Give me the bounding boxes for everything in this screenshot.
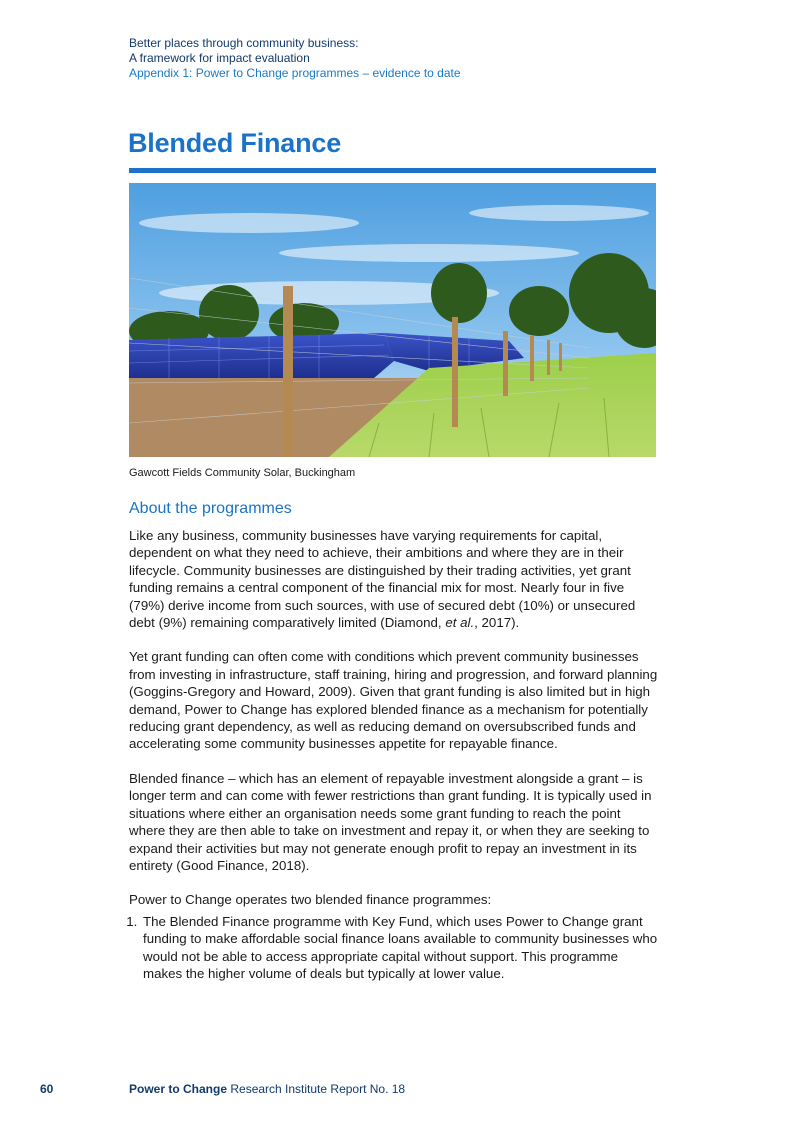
page-title: Blended Finance [128,128,342,158]
list-item: 1. The Blended Finance programme with Key Fund, which uses Power to Change grant funding to make affordable social finance loans available to community businesses who would not be able to access appropriate capital without support. This programme makes the higher volume of deals but typically at lower value. [141,913,659,983]
photo-caption: Gawcott Fields Community Solar, Buckingham [129,467,356,479]
body-text [129,527,659,982]
footer-report: Research Institute Report No. 18 [227,1082,406,1096]
title-rule [129,168,656,173]
paragraph-2: Yet grant funding can often come with conditions which prevent community businesses from investing in infrastructure, staff training, hiring and progression, and forward planning (Goggins-Gregory and Howard, 2009). Given that grant funding is also limited but in high demand, Power to Change has explored blended finance as a mechanism for potentially reducing grant dependency, as well as reducing demand on oversubscribed funds and accelerating some community businesses appetite for repayable finance. [129,649,658,752]
section-heading: About the programmes [129,500,292,517]
paragraph-1-text: Like any business, community businesses have varying requirements for capital, dependent on what they need to achieve, their ambitions and where they are in their lifecycle. Community businesses are distinguished by their trading activities, yet grant funding remains a central component of the financial mix for most. Nearly four in five (79%) derive income from such sources, with use of secured debt (10%) or unsecured debt (9%) remaining comparatively limited (Diamond, [129,528,636,631]
solar-farm-photo [129,183,656,457]
footer-brand: Power to Change [129,1082,228,1096]
paragraph-1 [129,527,659,631]
paragraph-3: Blended finance – which has an element of repayable investment alongside a grant – is longer term and can come with fewer restrictions than grant funding. It is typically used in situations where either an organisation needs some grant funding to reach the point where they are then able to take on investment and repay it, or when they are seeking to expand their activities but may not generate enough profit to repay an investment in its entirety (Good Finance, 2018). [129,770,652,873]
page-number: 60 [40,1082,54,1096]
running-header [129,36,461,81]
programme-list [129,913,659,983]
page-footer [40,1082,440,1096]
citation-end: , 2017). [474,615,520,631]
paragraph-4: Power to Change operates two blended finance programmes: [129,892,492,908]
header-line-3: Appendix 1: Power to Change programmes – evidence to date [129,66,461,80]
header-line-2: A framework for impact evaluation [129,51,310,65]
header-line-1: Better places through community business: [129,36,359,50]
citation-italic: et al. [445,615,475,631]
